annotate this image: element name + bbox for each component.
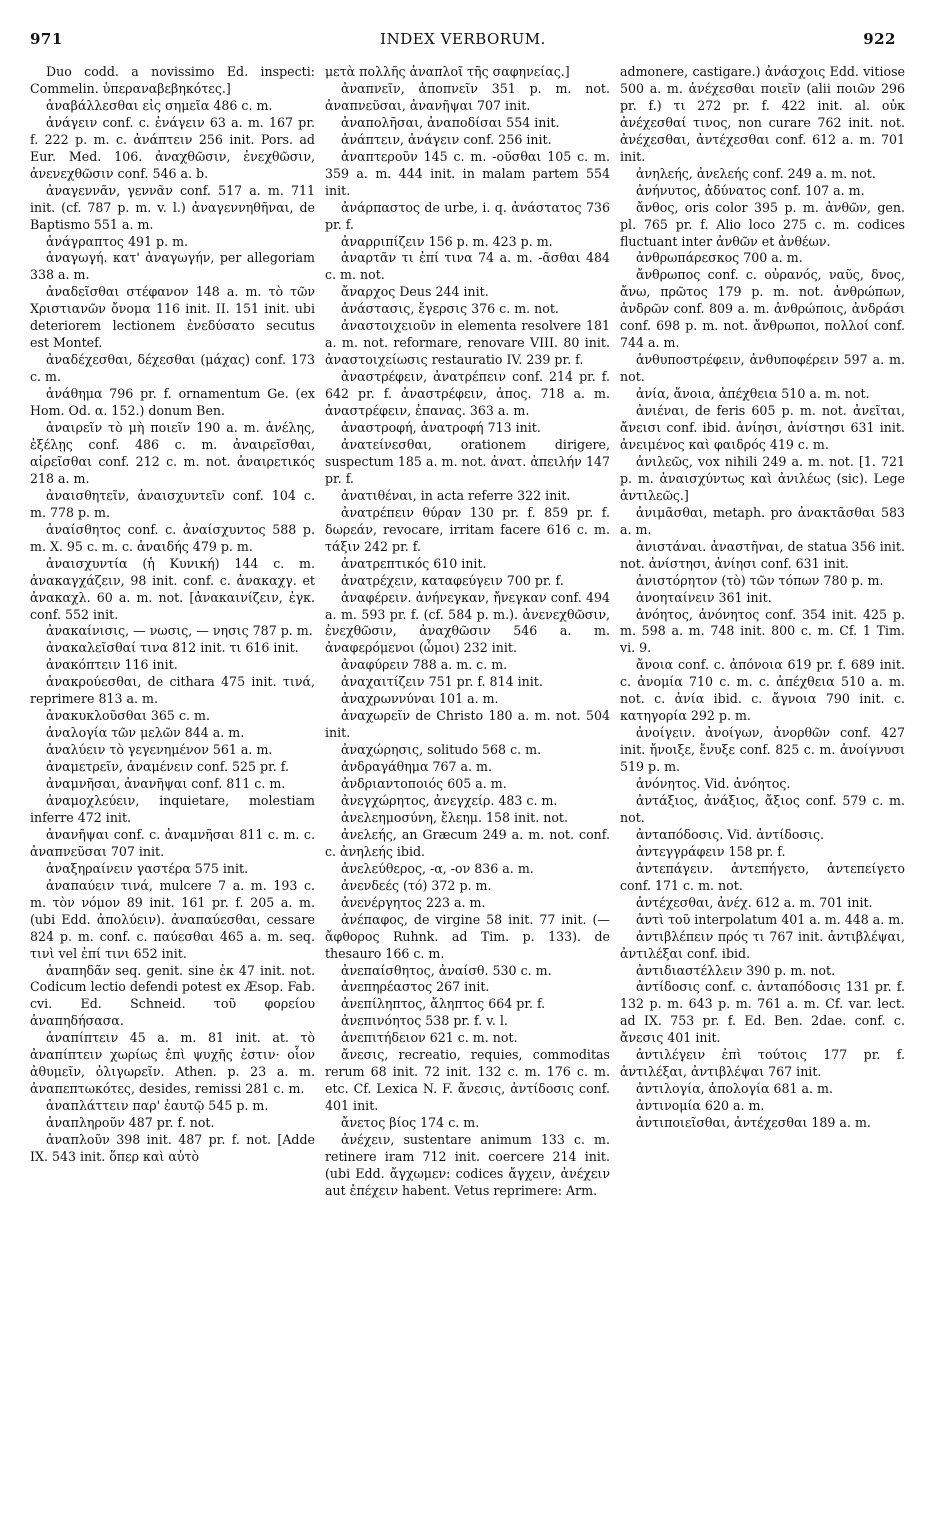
index-columns <box>30 64 904 1524</box>
index-entry: ἀνάπτειν, ἀνάγειν conf. 256 init. <box>341 131 552 147</box>
index-entry: ἀναμοχλεύειν, inquietare, molestiam inferre 472 init. <box>30 792 315 825</box>
index-entry: ἀναπτεροῦν 145 c. m. -οῦσθαι 105 c. m. 359 a. m. 444 init. in malam partem 554 init. <box>325 148 610 198</box>
index-entry: ἀνιστόρητον (τὸ) τῶν τόπων 780 p. m. <box>636 572 884 588</box>
index-entry: ἀντιποιεῖσθαι, ἀντέχεσθαι 189 a. m. <box>636 1115 871 1131</box>
index-entry: ἀντεπάγειν. ἀντεπήγετο, ἀντεπείγετο conf. 171 c. m. not. <box>620 860 905 893</box>
index-entry: ἀνακαίνισις, — νωσις, — νησις 787 p. m. <box>46 623 313 639</box>
index-entry: ἀντινομία 620 a. m. <box>636 1098 765 1114</box>
index-entry: ἀνεπινόητος 538 pr. f. v. l. <box>341 1013 508 1029</box>
index-entry: ἀνάγραπτος 491 p. m. <box>46 233 189 249</box>
index-entry: ἀναξηραίνειν γαστέρα 575 init. <box>46 860 249 876</box>
index-entry: ἀνοίγειν. ἀνοίγων, ἀνορθῶν conf. 427 init. ἤνοιξε, ἔνυξε conf. 825 c. m. ἀνοίγνυσι 519 p. m. <box>620 725 905 775</box>
index-column-1 <box>30 64 315 1524</box>
index-entry: ἀναπαύειν τινά, mulcere 7 a. m. 193 c. m. τὸν νόμον 89 init. 161 pr. f. 205 a. m. (ubi Edd. ἀπολύειν). ἀναπαύεσθαι, cessare 824 p. m. conf. c. παύεσθαι 465 a. m. seq. τινὶ vel ἐπί τινι 652 init. <box>30 877 315 961</box>
index-entry: ἀνέπαφος, de virgine 58 init. 77 init. (— ἄφθορος Ruhnk. ad Tim. p. 133). de thesauro 166 c. m. <box>325 911 610 961</box>
index-entry: ἀναλογία τῶν μελῶν 844 a. m. <box>46 725 245 741</box>
index-entry: ἀνία, ἄνοια, ἀπέχθεια 510 a. m. not. <box>636 386 870 402</box>
index-entry: ἀναβάλλεσθαι εἰς σημεῖα 486 c. m. <box>46 97 273 113</box>
index-entry: ἄνθος, oris color 395 p. m. ἀνθῶν, gen. pl. 765 pr. f. Alio loco 275 c. m. codices fluctuant inter ἀνθῶν et ἀνθέων. <box>620 199 905 249</box>
index-entry: ἄνεσις, recreatio, requies, commoditas rerum 68 init. 72 init. 132 c. m. 176 c. m. etc. Cf. Lexica N. F. ἄνεσις, ἀντίδοσις conf. 401 init. <box>325 1047 610 1114</box>
index-entry: ἀνατιθέναι, in acta referre 322 init. <box>341 487 571 503</box>
index-entry: ἀνελεύθερος, -α, -ον 836 a. m. <box>341 860 534 876</box>
index-entry: ἀνηλεής, ἀνελεής conf. 249 a. m. not. <box>636 165 876 181</box>
index-entry: ἀναίσθητος conf. c. ἀναίσχυντος 588 p. m. X. 95 c. m. c. ἀναιδής 479 p. m. <box>30 521 315 554</box>
index-entry: ἀνταπόδοσις. Vid. ἀντίδοσις. <box>636 826 825 842</box>
index-entry: ἀντεγγράφειν 158 pr. f. <box>636 843 786 859</box>
index-entry: ἀνθρωπάρεσκος 700 a. m. <box>636 250 803 266</box>
index-entry: ἀνοηταίνειν 361 init. <box>636 589 772 605</box>
index-column-2 <box>325 64 610 1524</box>
index-entry: ἀνακυκλοῦσθαι 365 c. m. <box>46 708 210 724</box>
index-entry: ἀνιλεῶς, vox nihili 249 a. m. not. [1. 721 p. m. ἀναισχύντως καὶ ἀνιλέως (sic). Lege ἀντιλεῶς.] <box>620 453 905 503</box>
index-entry: ἀνιστάναι. ἀναστῆναι, de statua 356 init. not. ἀνίστησι, ἀνίησι conf. 631 init. <box>620 538 905 571</box>
index-entry: ἀναχωρεῖν de Christo 180 a. m. not. 504 init. <box>325 708 610 741</box>
index-entry: ἀνακόπτειν 116 init. <box>46 657 178 673</box>
index-entry: ἀναιρεῖν τὸ μὴ ποιεῖν 190 a. m. ἀνέλης, ἐξέλῃς conf. 486 c. m. ἀναιρεῖσθαι, αἱρεῖσθαι conf. 212 c. m. not. ἀναιρετικός 218 a. m. <box>30 420 315 486</box>
index-entry: ἀναχαιτίζειν 751 pr. f. 814 init. <box>341 674 543 690</box>
index-entry: Duo codd. a novissimo Ed. inspecti: Commelin. ὑπεραναβεβηκότες.] <box>30 64 315 96</box>
index-entry: ἀνεπίληπτος, ἄληπτος 664 pr. f. <box>341 996 546 1012</box>
index-entry: ἀναστροφή, ἀνατροφή 713 init. <box>341 420 541 436</box>
index-entry: ἀνανῆψαι conf. c. ἀναμνῆσαι 811 c. m. c. ἀναπνεῦσαι 707 init. <box>30 826 315 859</box>
index-entry: ἀνάρπαστος de urbe, i. q. ἀνάστατος 736 pr. f. <box>325 199 610 232</box>
index-entry: ἀνενέργητος 223 a. m. <box>341 894 486 910</box>
index-entry: ἀνατρεπτικός 610 init. <box>341 555 487 571</box>
index-entry: ἀντιβλέπειν πρός τι 767 init. ἀντιβλέψαι, ἀντιλέξαι conf. ibid. <box>620 928 905 961</box>
index-entry: ἀναπληροῦν 487 pr. f. not. <box>46 1115 215 1131</box>
index-entry: ἀναπηδᾶν seq. genit. sine ἐκ 47 init. not. Codicum lectio defendi potest ex Æsop. Fab. cvi. Ed. Schneid. τοῦ φορείου ἀναπηδήσασα. <box>30 962 315 1029</box>
index-entry: ἀναισχυντία (ἡ Κυνική) 144 c. m. ἀνακαγχάζειν, 98 init. conf. c. ἀνακαχγ. et ἀνακαχλ. 60 a. m. not. [ἀνακαινίζειν, ἐγκ. conf. 552 init. <box>30 555 315 622</box>
index-entry: ἀναμνῆσαι, ἀνανῆψαι conf. 811 c. m. <box>46 776 286 792</box>
index-entry: ἀντιδιαστέλλειν 390 p. m. not. <box>636 962 836 978</box>
index-entry: ἀντὶ τοῦ interpolatum 401 a. m. 448 a. m. <box>636 911 905 927</box>
index-entry: ἀναγωγή. κατ' ἀναγωγήν, per allegoriam 338 a. m. <box>30 250 315 283</box>
index-entry: ἀναμετρεῖν, ἀναμένειν conf. 525 pr. f. <box>46 759 289 775</box>
index-entry: ἀντέχεσθαι, ἀνέχ. 612 a. m. 701 init. <box>636 894 873 910</box>
index-entry: ἀνδραγάθημα 767 a. m. <box>341 759 493 775</box>
index-entry: ἀνατείνεσθαι, orationem dirigere, suspectum 185 a. m. not. ἀνατ. ἀπειλήν 147 pr. f. <box>325 436 610 486</box>
page-number-left: 971 <box>30 30 63 48</box>
index-entry: ἄνθρωπος conf. c. οὐρανός, ναῦς, δνος, ἄνω, πρῶτος 179 p. m. not. ἀνθρώπων, ἀνδρῶν conf. 809 a. m. ἀνθρώποις, ἀνδράσι conf. 698 p. m. not. ἄνθρωποι, πολλοί conf. 744 a. m. <box>620 267 905 351</box>
index-entry: ἀνέχειν, sustentare animum 133 c. m. retinere iram 712 init. coercere 214 init. (ubi Edd. ἄγχωμεν: codices ἄγχειν, ἀνέχειν aut ἐπέχειν habent. Vetus reprimere: Arm. <box>325 1132 610 1198</box>
index-entry: ἀναστοιχειοῦν in elementa resolvere 181 a. m. not. reformare, renovare VIII. 80 init. ἀναστοιχείωσις restauratio IV. 239 pr. f. <box>325 318 610 368</box>
index-entry: μετὰ πολλῆς ἀναπλοῖ τῆς σαφηνείας.] <box>325 64 570 79</box>
index-entry: ἀντίδοσις conf. c. ἀνταπόδοσις 131 pr. f. 132 p. m. 643 p. m. 761 a. m. Cf. var. lect. ad IX. 753 pr. f. Ed. Ben. 2dae. conf. c. ἄνεσις 401 init. <box>620 979 905 1046</box>
index-entry: ἀνεπαίσθητος, ἀναίσθ. 530 c. m. <box>341 962 552 978</box>
index-entry: ἀναρριπίζειν 156 p. m. 423 p. m. <box>341 233 553 249</box>
index-entry: ἀντιλογία, ἀπολογία 681 a. m. <box>636 1081 834 1097</box>
index-entry: ἄναρχος Deus 244 init. <box>341 284 489 300</box>
index-entry: ἀναχώρησις, solitudo 568 c. m. <box>341 742 542 758</box>
index-entry: ἀνόητος, ἀνόνητος conf. 354 init. 425 p. m. 598 a. m. 748 init. 800 c. m. Cf. 1 Tim. vi. 9. <box>620 606 905 656</box>
index-entry: ἀντιλέγειν ἐπὶ τούτοις 177 pr. f. ἀντιλέξαι, ἀντιβλέψαι 767 init. <box>620 1047 905 1080</box>
index-entry: ἀνατρέχειν, καταφεύγειν 700 pr. f. <box>341 572 564 588</box>
index-entry: ἀναφέρειν. ἀνήνεγκαν, ἤνεγκαν conf. 494 a. m. 593 pr. f. (cf. 584 p. m.). ἀνενεχθῶσιν, ἐνεχθῶσιν, ἀναχθῶσιν 546 a. m. ἀναφερόμενοι (ὦμοι) 232 init. <box>325 589 610 656</box>
index-entry: ἀναπλοῦν 398 init. 487 pr. f. not. [Adde IX. 543 init. ὅπερ καὶ αὐτὸ <box>30 1132 315 1164</box>
index-entry: admonere, castigare.) ἀνάσχοις Edd. vitiose 500 a. m. ἀνέχεσθαι ποιεῖν (alii ποιῶν 296 pr. f.) τι 272 pr. f. 422 init. al. οὐκ ἀνέχεσθαί τινος, non curare 762 init. not. ἀνέχεσθαι, ἀντέχεσθαι conf. 612 a. m. 701 init. <box>620 64 905 164</box>
index-entry: ἀνατρέπειν θύραν 130 pr. f. 859 pr. f. δωρεάν, revocare, irritam facere 616 c. m. τάξιν 242 pr. f. <box>325 504 610 554</box>
running-title: INDEX VERBORUM. <box>380 30 546 48</box>
index-entry: ἀναπολῆσαι, ἀναποδίσαι 554 init. <box>341 114 560 130</box>
index-entry: ἀνιμᾶσθαι, metaph. pro ἀνακτᾶσθαι 583 a. m. <box>620 504 905 537</box>
index-entry: ἀνιέναι, de feris 605 p. m. not. ἀνεῖται, ἄνεισι conf. ibid. ἀνίησι, ἀνίστησι 631 init. ἀνειμένος καὶ φαιδρός 419 c. m. <box>620 403 905 452</box>
index-entry: ἀναδεῖσθαι στέφανον 148 a. m. τὸ τῶν Χριστιανῶν ὄνομα 116 init. II. 151 init. ubi deteriorem lectionem ἐνεδύσατο secutus est Montef. <box>30 284 315 351</box>
index-entry: ἀνδριαντοποιός 605 a. m. <box>341 776 507 792</box>
index-entry: ἀνεπιτήδειον 621 c. m. not. <box>341 1030 518 1046</box>
index-entry: ἀνθυποστρέφειν, ἀνθυποφέρειν 597 a. m. not. <box>620 352 905 385</box>
index-entry: ἀνενδεές (τό) 372 p. m. <box>341 877 492 893</box>
index-entry: ἄνοια conf. c. ἀπόνοια 619 pr. f. 689 init. c. ἀνομία 710 c. m. c. ἀπέχθεια 510 a. m. not. c. ἀνία ibid. c. ἄγνοια 790 init. c. κατηγορία 292 p. m. <box>620 657 905 724</box>
index-entry: ἀνελεημοσύνη, ἔλεημ. 158 init. not. <box>341 809 568 825</box>
index-entry: ἀνακρούεσθαι, de cithara 475 init. τινά, reprimere 813 a. m. <box>30 674 315 707</box>
index-entry: ἀναστρέφειν, ἀνατρέπειν conf. 214 pr. f. 642 pr. f. ἀναστρέφειν, ἀπος. 718 a. m. ἀναστρέφειν, ἐπανας. 363 a. m. <box>325 369 610 419</box>
index-entry: ἀναρτᾶν τι ἐπί τινα 74 a. m. -ᾶσθαι 484 c. m. not. <box>325 250 610 283</box>
index-entry: ἀνελεής, an Græcum 249 a. m. not. conf. c. ἀνηλεής ibid. <box>325 826 610 859</box>
index-entry: ἀνήνυτος, ἀδύνατος conf. 107 a. m. <box>636 182 865 198</box>
index-entry: ἀναδέχεσθαι, δέχεσθαι (μάχας) conf. 173 c. m. <box>30 352 315 385</box>
page-number-right: 922 <box>863 30 896 48</box>
index-entry: ἀναισθητεῖν, ἀναισχυντεῖν conf. 104 c. m. 778 p. m. <box>30 487 315 520</box>
index-entry: ἀναφύρειν 788 a. m. c. m. <box>341 657 508 673</box>
index-entry: ἀναλύειν τὸ γεγενημένον 561 a. m. <box>46 742 273 758</box>
index-entry: ἀνάθημα 796 pr. f. ornamentum Ge. (ex Hom. Od. α. 152.) donum Ben. <box>30 386 315 419</box>
index-entry: ἄνετος βίος 174 c. m. <box>341 1115 480 1131</box>
index-entry: ἀνάστασις, ἔγερσις 376 c. m. not. <box>341 301 559 317</box>
index-entry: ἀναχρωννύναι 101 a. m. <box>341 691 499 707</box>
index-entry: ἀνακαλεῖσθαί τινα 812 init. τι 616 init. <box>46 640 299 656</box>
index-entry: ἀνόνητος. Vid. ἀνόητος. <box>636 776 791 792</box>
index-entry: ἀναπίπτειν 45 a. m. 81 init. at. τὸ ἀναπίπτειν χωρίως ἐπὶ ψυχῆς ἐστιν· οἷον ἀθυμεῖν, ὀλιγωρεῖν. Athen. p. 23 a. m. ἀναπεπτωκότες, desides, remissi 281 c. m. <box>30 1030 315 1097</box>
index-entry: ἀναγεννᾶν, γεννᾶν conf. 517 a. m. 711 init. (cf. 787 p. m. v. l.) ἀναγεννηθῆναι, de Baptismo 551 a. m. <box>30 182 315 232</box>
index-entry: ἀντάξιος, ἀνάξιος, ἄξιος conf. 579 c. m. not. <box>620 792 905 825</box>
index-entry: ἀναπνεῖν, ἀποπνεῖν 351 p. m. not. ἀναπνεῦσαι, ἀνανῆψαι 707 init. <box>325 80 610 113</box>
index-entry: ἀναπλάττειν παρ' ἑαυτῷ 545 p. m. <box>46 1098 269 1114</box>
index-entry: ἀνάγειν conf. c. ἐνάγειν 63 a. m. 167 pr. f. 222 p. m. c. ἀνάπτειν 256 init. Pors. ad Eur. Med. 106. ἀναχθῶσιν, ἐνεχθῶσιν, ἀνενεχθῶσιν conf. 546 a. b. <box>30 114 315 181</box>
running-header <box>30 30 896 56</box>
index-entry: ἀνεπηρέαστος 267 init. <box>341 979 490 995</box>
index-column-3 <box>620 64 905 1524</box>
index-entry: ἀνεγχώρητος, ἀνεγχείρ. 483 c. m. <box>341 792 558 808</box>
